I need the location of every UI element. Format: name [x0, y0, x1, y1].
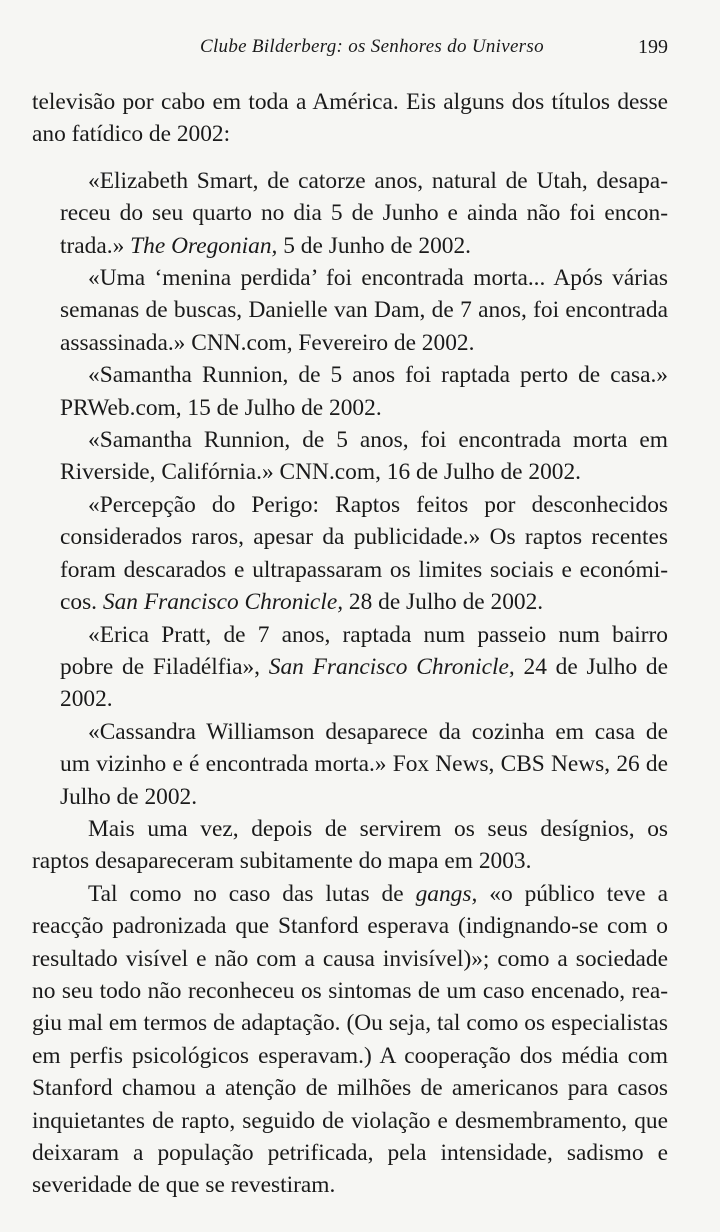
quote-item: «Cassandra Williamson desaparece da cozinha em casa de um vizinho e é encontrada morta.» Fox News, CBS News, 26 de Julho de 2002. [60, 718, 668, 810]
quote-source: San Francisco Chronicle, [268, 653, 515, 680]
paragraph-3: Tal como no caso das lutas de gangs, «o público teve a reacção padronizada que Stanford esperava (indignando-se com o resultado visível e não com a causa invisível)»; como a sociedade no seu todo não reconheceu os sintomas de um caso encenado, reagiu mal em termos de adaptação. (Ou seja, tal como os especialistas em perfis psicológicos esperavam.) A cooperação dos média com Stanford chamou a atenção de milhões de americanos para casos inquietantes de rapto, seguido de violação e desmembramento, que deixaram a população petrificada, pela intensidade, sadismo e severidade de que se revestiram. [32, 880, 668, 1199]
quote-item: «Uma ‘menina perdida’ foi encontrada morta... Após várias semanas de buscas, Danielle van Dam, de 7 anos, foi encontrada assassinada.» CNN.com, Fevereiro de 2002. [60, 265, 668, 356]
body-text [32, 86, 668, 1202]
running-title: Clube Bilderberg: os Senhores do Universo [200, 36, 544, 57]
quote-source: The Oregonian, [130, 232, 278, 259]
page-number: 199 [638, 36, 668, 58]
quote-item: «Elizabeth Smart, de catorze anos, natural de Utah, desapareceu do seu quarto no dia 5 de Junho e ainda não foi encontrada.» The Oregonian, 5 de Junho de 2002. [60, 167, 668, 259]
intro-paragraph: televisão por cabo em toda a América. Eis alguns dos títulos desse ano fatídico de 2002: [32, 89, 668, 148]
quote-source: San Francisco Chronicle, [102, 589, 344, 616]
quote-item: «Percepção do Perigo: Raptos feitos por desconhecidos considerados raros, apesar da publicidade.» Os raptos recentes foram descarados e ultrapassaram os limites sociais e económicos. San Francisco Chronicle, 28 de Julho de 2002. [60, 491, 668, 616]
paragraph-2: Mais uma vez, depois de servirem os seus desígnios, os raptos desapareceram subitamente do mapa em 2003. [32, 815, 668, 875]
quote-item: «Erica Pratt, de 7 anos, raptada num passeio num bairro pobre de Filadélfia», San Francisco Chronicle, 24 de Julho de 2002. [60, 621, 668, 713]
quote-item: «Samantha Runnion, de 5 anos foi raptada perto de casa.» PRWeb.com, 15 de Julho de 2002. [60, 362, 668, 421]
italic-term: gangs, [415, 880, 478, 907]
page-header [0, 36, 720, 64]
headline-quotes [60, 165, 668, 813]
quote-item: «Samantha Runnion, de 5 anos, foi encontrada morta em Riverside, Califórnia.» CNN.com, 16 de Julho de 2002. [60, 427, 668, 486]
